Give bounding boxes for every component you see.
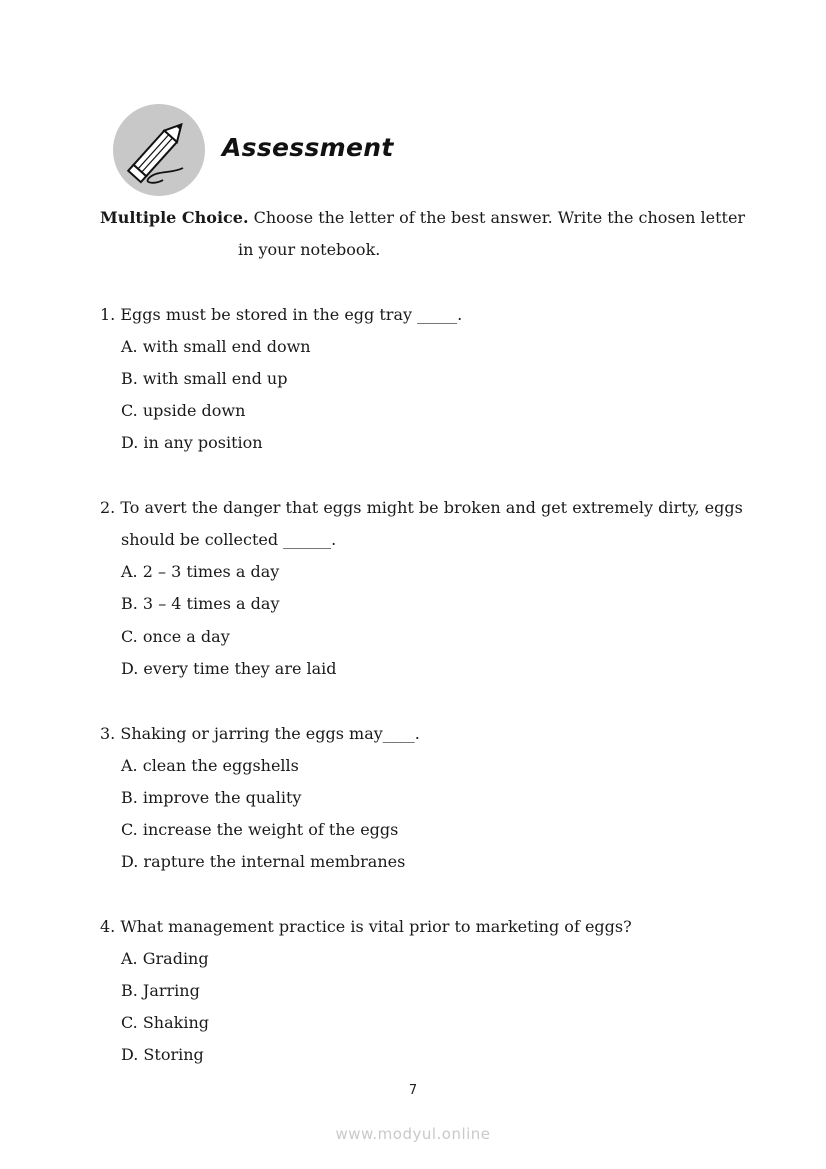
instructions-text: Choose the letter of the best answer. Write the chosen letter	[253, 208, 746, 227]
question-3-stem: 3. Shaking or jarring the eggs may____.	[100, 724, 420, 743]
question-3-option-b: B. improve the quality	[121, 788, 302, 807]
question-3-option-a: A. clean the eggshells	[121, 756, 299, 775]
question-4-option-b: B. Jarring	[121, 981, 200, 1000]
pencil-icon	[113, 104, 205, 196]
question-1-option-d: D. in any position	[121, 433, 263, 452]
question-1-option-c: C. upside down	[121, 401, 246, 420]
question-2-stem-cont: should be collected ______.	[121, 530, 337, 549]
question-4-option-c: C. Shaking	[121, 1013, 210, 1032]
question-3-option-d: D. rapture the internal membranes	[121, 852, 406, 871]
instructions-label: Multiple Choice.	[100, 208, 249, 227]
watermark: www.modyul.online	[335, 1125, 491, 1143]
instructions-text-cont: in your notebook.	[238, 240, 381, 259]
question-2-option-c: C. once a day	[121, 627, 230, 646]
question-1-stem: 1. Eggs must be stored in the egg tray _____.	[100, 305, 463, 324]
question-1-option-a: A. with small end down	[121, 337, 311, 356]
question-4-option-a: A. Grading	[121, 949, 209, 968]
page-number: 7	[408, 1083, 418, 1098]
instructions	[100, 207, 760, 229]
question-2-stem: 2. To avert the danger that eggs might be broken and get extremely dirty, eggs	[100, 498, 743, 517]
question-4-stem: 4. What management practice is vital prior to marketing of eggs?	[100, 917, 632, 936]
question-2-option-d: D. every time they are laid	[121, 659, 337, 678]
question-2-option-b: B. 3 – 4 times a day	[121, 594, 280, 613]
question-2-option-a: A. 2 – 3 times a day	[121, 562, 280, 581]
page-title: Assessment	[222, 133, 394, 162]
question-1-option-b: B. with small end up	[121, 369, 288, 388]
question-3-option-c: C. increase the weight of the eggs	[121, 820, 399, 839]
question-4-option-d: D. Storing	[121, 1045, 204, 1064]
